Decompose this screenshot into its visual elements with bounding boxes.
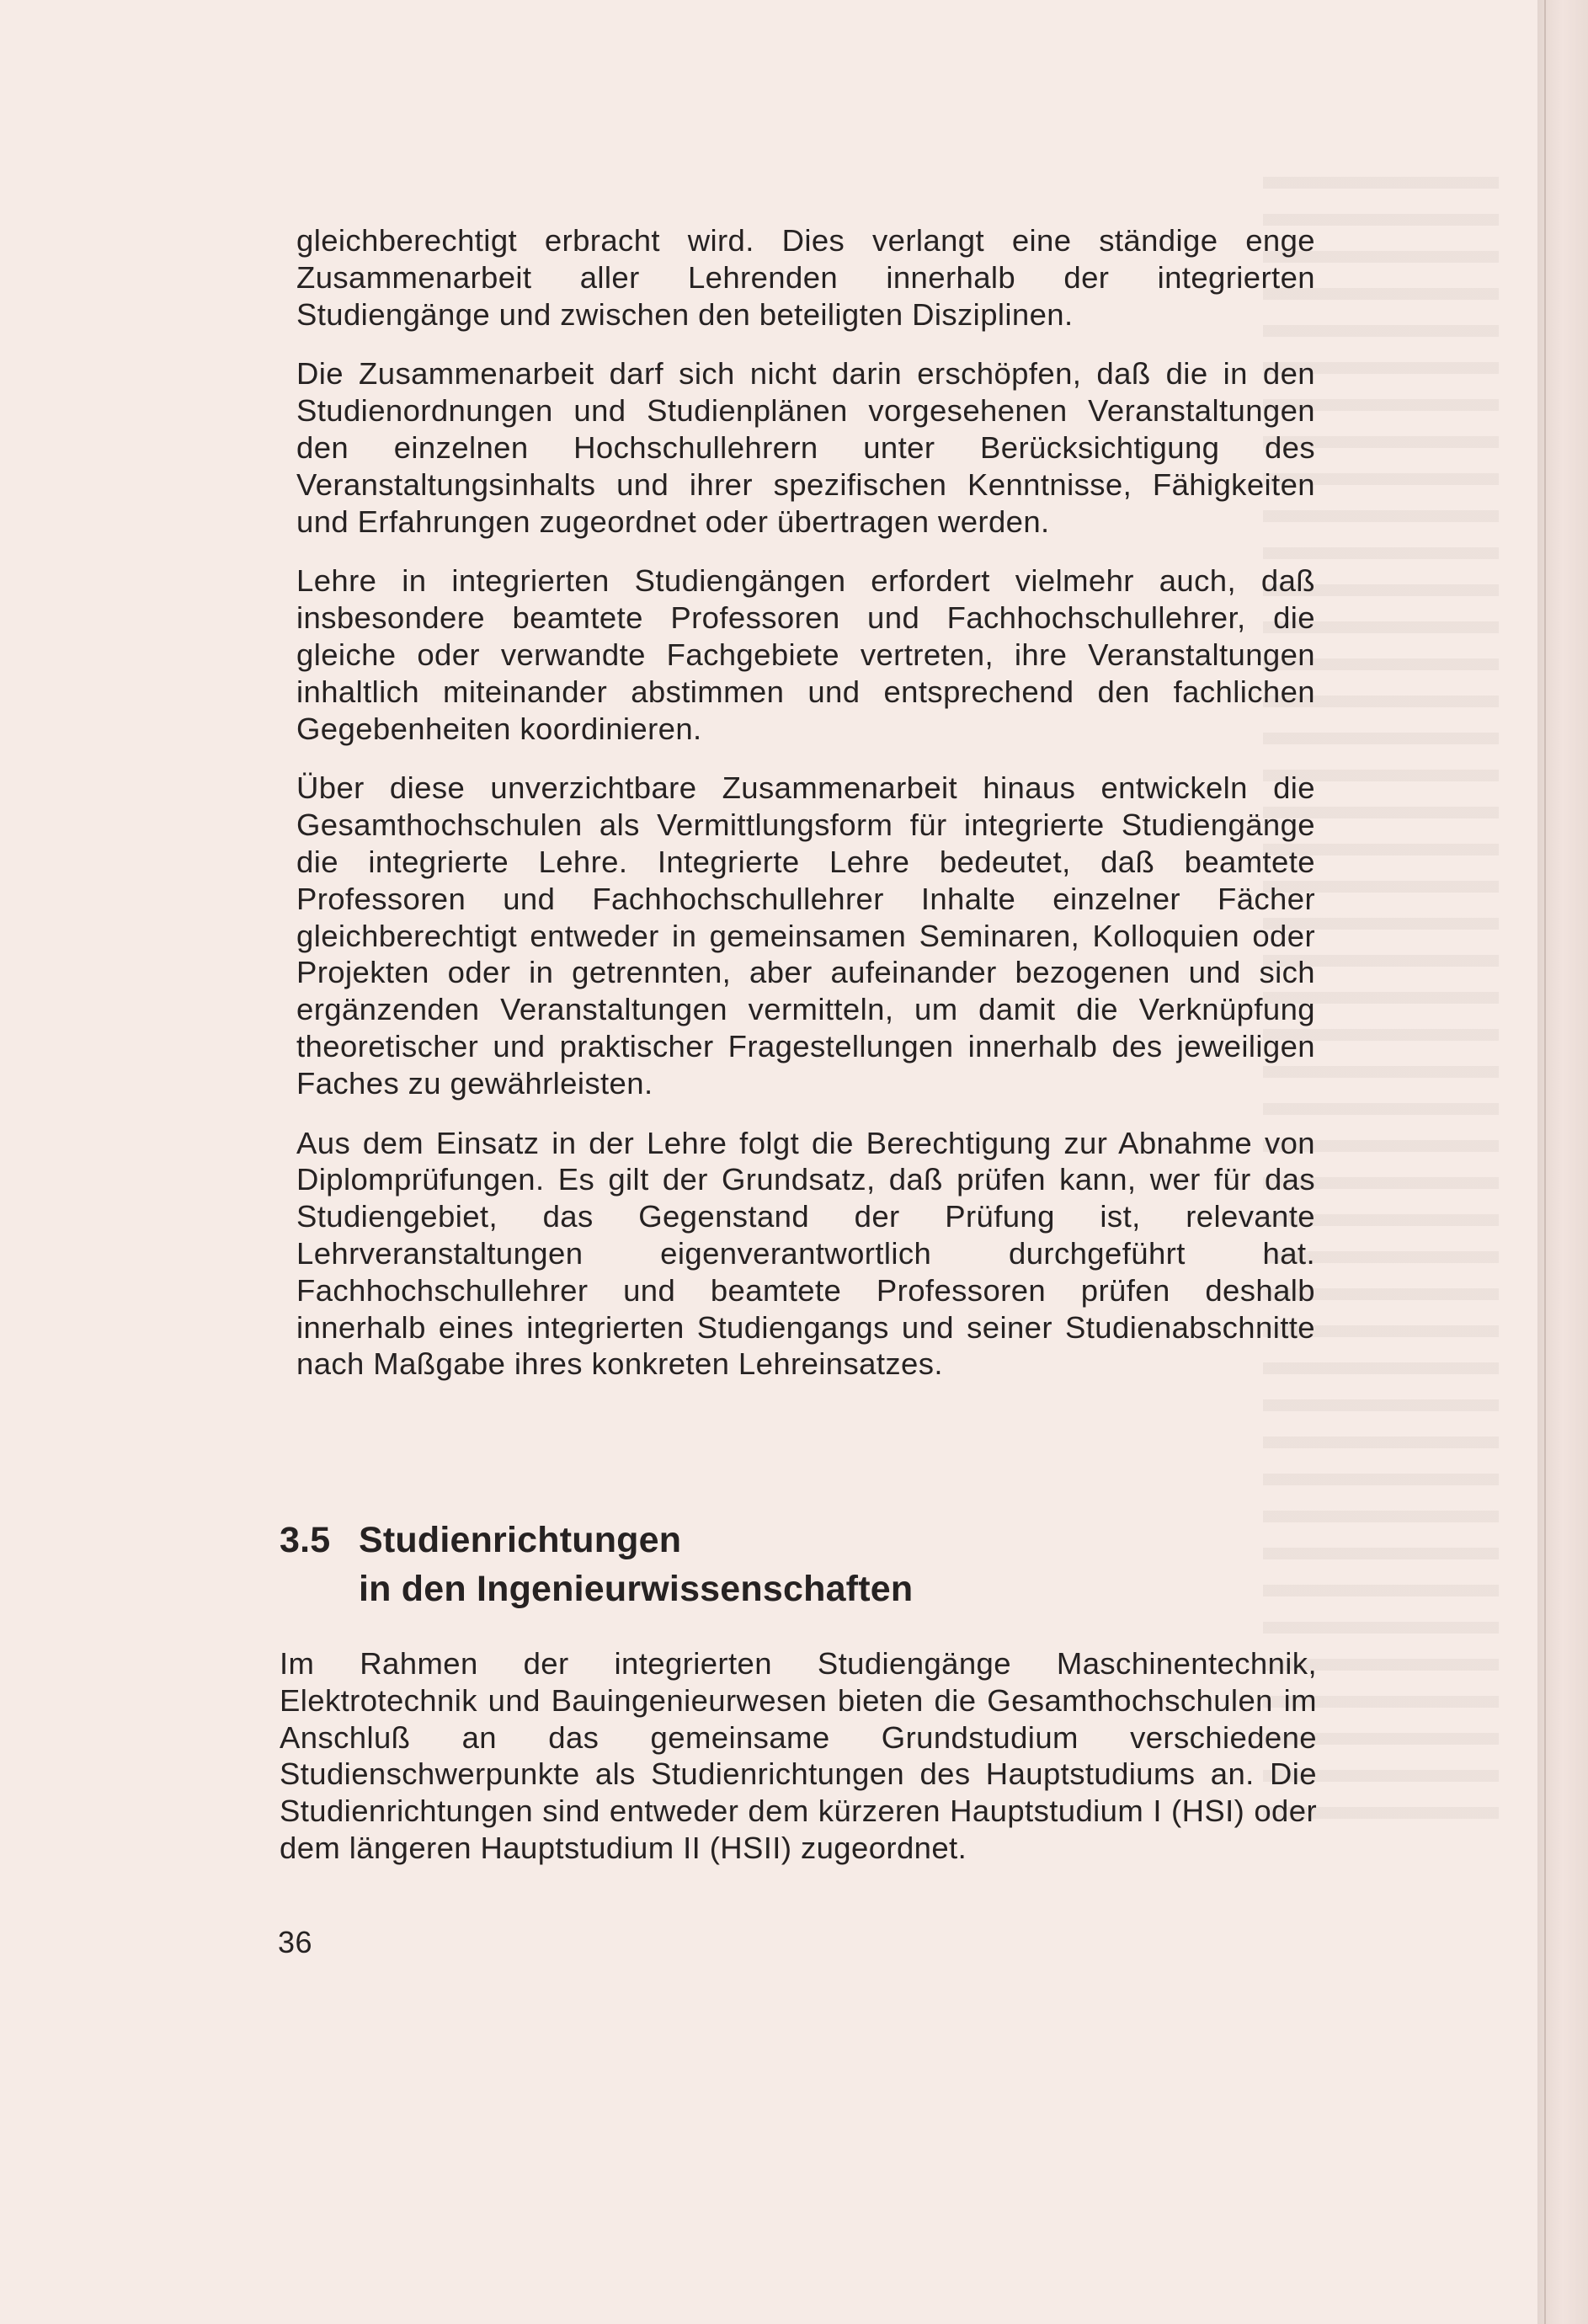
body-text — [296, 222, 1315, 1405]
section-title-line-2: in den Ingenieurwissenschaften — [359, 1569, 914, 1609]
section-title-line-1: Studienrichtungen — [359, 1520, 682, 1560]
paragraph-5: Aus dem Einsatz in der Lehre folgt die Berechtigung zur Abnahme von Diplomprüfungen. Es gilt der Grundsatz, daß prüfen kann, wer für das Studiengebiet, das Gegenstand der Prüfung ist, relevante Lehrveranstaltungen eigenverantwortlich durchgeführt hat. Fachhochschullehrer und beamtete Professoren prüfen deshalb innerhalb eines integrierten Studiengangs und seiner Studienabschnitte nach Maßgabe ihres konkreten Lehreinsatzes. — [296, 1125, 1315, 1382]
section-body: Im Rahmen der integrierten Studiengänge Maschinentechnik, Elektrotechnik und Bauingenieurwesen bieten die Gesamthochschulen im Anschluß an das gemeinsame Grundstudium verschiedene Studienschwerpunkte als Studienrichtungen des Hauptstudiums an. Die Studienrichtungen sind entweder dem kürzeren Hauptstudium I (HSI) oder dem längeren Hauptstudium II (HSII) zugeordnet. — [280, 1646, 1317, 1865]
paragraph-3: Lehre in integrierten Studiengängen erfordert vielmehr auch, daß insbesondere beamtete Professoren und Fachhochschullehrer, die gleiche oder verwandte Fachgebiete vertreten, ihre Veranstaltungen inhaltlich miteinander abstimmen und entsprechend den fachlichen Gegebenheiten koordinieren. — [296, 563, 1315, 746]
page-edge-shadow — [1544, 0, 1546, 2324]
paragraph-2: Die Zusammenarbeit darf sich nicht darin erschöpfen, daß die in den Studienordnungen und Studienplänen vorgesehenen Veranstaltungen den einzelnen Hochschullehrern unter Berücksichtigung des Veranstaltungsinhalts und ihrer spezifischen Kenntnisse, Fähigkeiten und Erfahrungen zugeordnet oder übertragen werden. — [296, 356, 1315, 539]
page-number: 36 — [278, 1925, 313, 1959]
section-number: 3.5 — [280, 1520, 331, 1560]
section-heading — [280, 1516, 1317, 1613]
paragraph-1: gleichberechtigt erbracht wird. Dies verlangt eine ständige enge Zusammenarbeit aller Lehrenden innerhalb der integrierten Studiengänge und zwischen den beteiligten Disziplinen. — [296, 223, 1315, 332]
paragraph-4: Über diese unverzichtbare Zusammenarbeit hinaus entwickeln die Gesamthochschulen als Vermittlungsform für integrierte Studiengänge die integrierte Lehre. Integrierte Lehre bedeutet, daß beamtete Professoren und Fachhochschullehrer Inhalte einzelner Fächer gleichberechtigt entweder in gemeinsamen Seminaren, Kolloquien oder Projekten oder in getrennten, aber aufeinander bezogenen und sich ergänzenden Veranstaltungen vermitteln, um damit die Verknüpfung theoretischer und praktischer Fragestellungen innerhalb des jeweiligen Faches zu gewährleisten. — [296, 770, 1315, 1101]
section-3-5 — [280, 1516, 1317, 1890]
